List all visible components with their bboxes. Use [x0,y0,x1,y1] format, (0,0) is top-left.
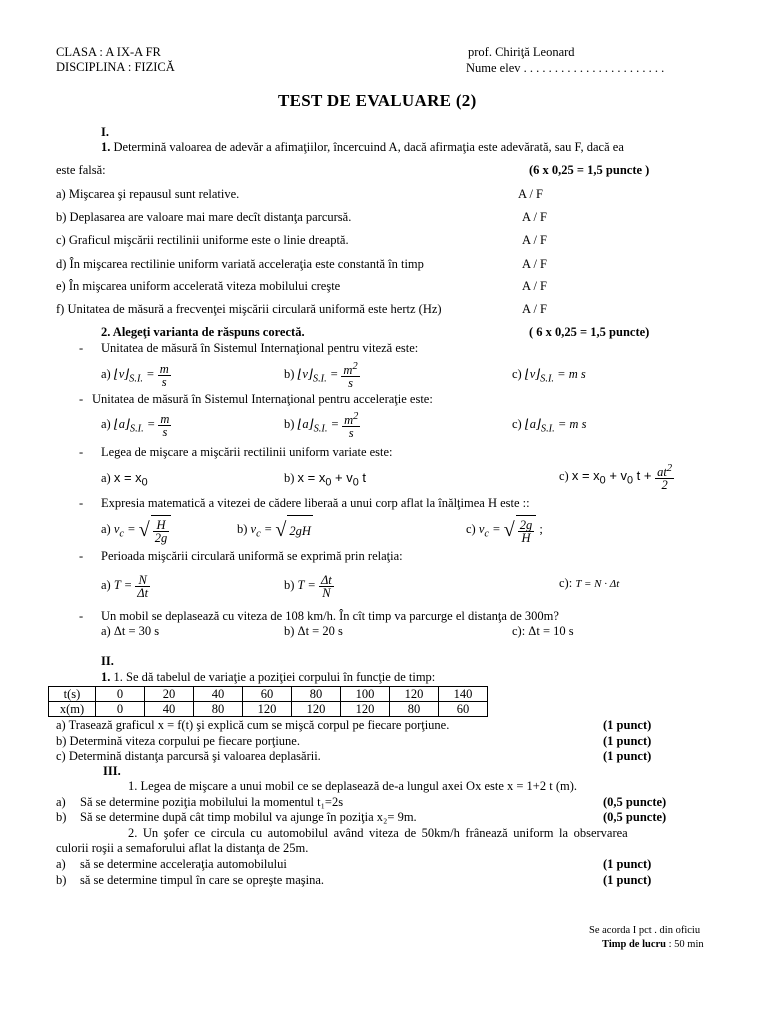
table-cell: 80 [194,702,243,717]
page-title: TEST DE EVALUARE (2) [278,91,477,110]
problem-1: 1. Legea de mişcare a unui mobil ce se deplasează de-a lungul axei Ox este x = 1+2 t (m). [128,779,577,793]
table-cell: 100 [341,687,390,702]
mc1-option-b[interactable]: b) $⌊v⌋_{S.I.}$ = $\frac{m^2}{s}$ [284,361,358,391]
problem-1b-points: (0,5 puncte) [603,810,667,824]
statement-f: f) Unitatea de măsură a frecvenţei mişcării circulară uniformă este hertz (Hz) [56,302,442,316]
problem-1a: Să se determine poziţia mobilului la momentul t₁=2s [80,795,344,809]
q1-points: (6 x 0,25 = 1,5 puncte ) [529,163,650,177]
footer-time-value: : 50 min [665,939,704,950]
q1-text: Determină valoarea de adevăr a afimaţiilor, încercuind A, dacă afirmaţia este adevărată, sau F, dacă ea [110,140,624,154]
task-2c-points: (1 punct) [603,749,652,763]
table-row-position [49,702,488,717]
q2-points: ( 6 x 0,25 = 1,5 puncte) [529,325,650,339]
task-2a: a) Trasează graficul x = f(t) şi explică cum se mişcă corpul pe fiecare porţiune. [56,718,450,732]
mc6-option-c[interactable]: c): Δt = 10 s [512,624,574,638]
statement-d-choice[interactable]: A / F [522,257,548,271]
statement-c-choice[interactable]: A / F [522,233,548,247]
task-2c: c) Determină distanţa parcursă şi valoarea deplasării. [56,749,321,763]
position-table [48,686,488,717]
statement-b-choice[interactable]: A / F [522,210,548,224]
problem-2b-label: b) [56,873,67,887]
mc1-option-c[interactable]: c) $⌊v⌋_{S.I.} = m$ s [512,367,586,385]
table-cell: 120 [243,702,292,717]
table-cell: 140 [439,687,488,702]
problem-2-line1: 2. Un şofer ce circula cu automobilul având viteza de 50km/h frânează uniform la observarea [128,826,628,840]
mc3-option-c[interactable]: c) $x = x_0 + v_0$ t + $\frac{at^2}{2}$ [559,463,673,493]
mc5-option-c[interactable]: c): T = N · Δt [559,576,620,590]
q2-title: 2. Alegeţi varianta de răspuns corectă. [101,325,305,339]
mc6-option-a[interactable]: a) Δt = 30 s [101,624,160,638]
problem-2a-points: (1 punct) [603,857,652,871]
q1-intro-line2: este falsă: [56,163,106,177]
mc4-dash: - [79,496,84,510]
mc6-option-b[interactable]: b) Δt = 20 s [284,624,343,638]
footer-time [602,937,704,952]
statement-f-choice[interactable]: A / F [522,302,548,316]
statement-d: d) În mişcarea rectilinie uniform variată acceleraţia este constantă în timp [56,257,424,271]
problem-2-line2: culorii roşii a semaforului aflat la distanţa de 25m. [56,841,309,855]
table-row-time [49,687,488,702]
task-2a-points: (1 punct) [603,718,652,732]
mc4-option-a[interactable]: a) $v_c$ = √ $\frac{H}{2g}$ [101,514,171,550]
section-3-heading: III. [103,764,121,778]
mc6-dash: - [79,609,84,623]
statement-b: b) Deplasarea are valoare mai mare decît distanţa parcursă. [56,210,352,224]
mc4-option-c[interactable]: c) $v_c$ = √ $\frac{2g}{H}$ ; [466,514,543,550]
mc2-question: Unitatea de măsură în Sistemul Internaţional pentru acceleraţie este: [92,392,433,406]
section-2-heading: II. [101,654,114,668]
mc2-option-c[interactable]: c) $⌊a⌋_{S.I.} = m$ s [512,417,587,435]
problem-2a: să se determine acceleraţia automobilului [80,857,287,871]
student-name-field[interactable]: Nume elev . . . . . . . . . . . . . . . . . . . . . . . [466,61,665,75]
statement-c: c) Graficul mişcării rectilinii uniforme este o linie dreaptă. [56,233,349,247]
table-cell: 80 [292,687,341,702]
teacher-label: prof. Chiriţă Leonard [468,45,575,59]
table-cell: t(s) [49,687,96,702]
table-cell: 0 [96,702,145,717]
q1-intro [101,140,624,155]
table-cell: 40 [145,702,194,717]
mc2-option-b[interactable]: b) $⌊a⌋_{S.I.}$ = $\frac{m^2}{s}$ [284,411,359,441]
mc3-dash: - [79,445,84,459]
table-cell: 60 [439,702,488,717]
table-cell: 120 [390,687,439,702]
mc5-option-a[interactable]: a) T = $\frac{N}{\Delta t}$ [101,572,149,600]
discipline-label: DISCIPLINA : FIZICĂ [56,60,175,74]
table-cell: 120 [341,702,390,717]
table-cell: 120 [292,702,341,717]
table-cell: 20 [145,687,194,702]
problem-1b-label: b) [56,810,67,824]
mc5-option-b[interactable]: b) T = $\frac{\Delta t}{N}$ [284,572,332,600]
problem-1a-points: (0,5 puncte) [603,795,667,809]
table-cell: x(m) [49,702,96,717]
section-2-intro: 1. 1. Se dă tabelul de variaţie a poziţiei corpului în funcţie de timp: [101,670,436,684]
footer-time-label: Timp de lucru [602,939,666,950]
mc6-question: Un mobil se deplasează cu viteza de 108 km/h. În cît timp va parcurge el distanţa de 300m? [101,609,559,623]
mc1-question: Unitatea de măsură în Sistemul Internaţional pentru viteză este: [101,341,419,355]
class-label: CLASA : A IX-A FR [56,45,161,59]
section-1-heading: I. [101,125,109,139]
problem-2a-label: a) [56,857,66,871]
mc2-option-a[interactable]: a) $⌊a⌋_{S.I.}$ = $\frac{m}{s}$ [101,411,170,439]
table-cell: 40 [194,687,243,702]
statement-a-choice[interactable]: A / F [518,187,544,201]
footer-oficiu: Se acorda I pct . din oficiu [589,925,701,936]
task-2b-points: (1 punct) [603,734,652,748]
statement-e: e) În mişcarea uniform accelerată viteza mobilului creşte [56,279,341,293]
mc3-option-b[interactable]: b) $x = x_0 + v_0$ t [284,470,366,489]
table-cell: 80 [390,702,439,717]
table-cell: 0 [96,687,145,702]
mc3-option-a[interactable]: a) $x = x_0$ [101,470,148,489]
task-2b: b) Determină viteza corpului pe fiecare porţiune. [56,734,300,748]
mc1-dash: - [79,341,84,355]
problem-2b: să se determine timpul în care se opreşte maşina. [80,873,325,887]
section-2-intro-text: 1. Se dă tabelul de variaţie a poziţiei corpului în funcţie de timp: [113,670,436,684]
mc4-question: Expresia matematică a vitezei de cădere liberaă a unui corp aflat la înălţimea H este :: [101,496,530,510]
mc4-option-b[interactable]: b) $v_c$ = √ 2gH [237,514,313,550]
mc1-option-a[interactable]: a) $⌊v⌋_{S.I.}$ = $\frac{m}{s}$ [101,361,169,389]
problem-1b: Să se determine după cât timp mobilul va ajunge în poziţia x₂= 9m. [80,810,417,824]
problem-2b-points: (1 punct) [603,873,652,887]
statement-a: a) Mişcarea şi repausul sunt relative. [56,187,240,201]
mc2-dash: - [79,392,84,406]
q1-number: 1. [101,140,111,154]
statement-e-choice[interactable]: A / F [522,279,548,293]
mc5-dash: - [79,549,84,563]
mc5-question: Perioada mişcării circulară uniformă se exprimă prin relaţia: [101,549,403,563]
table-cell: 60 [243,687,292,702]
mc3-question: Legea de mişcare a mişcării rectilinii uniform variate este: [101,445,393,459]
problem-1a-label: a) [56,795,66,809]
